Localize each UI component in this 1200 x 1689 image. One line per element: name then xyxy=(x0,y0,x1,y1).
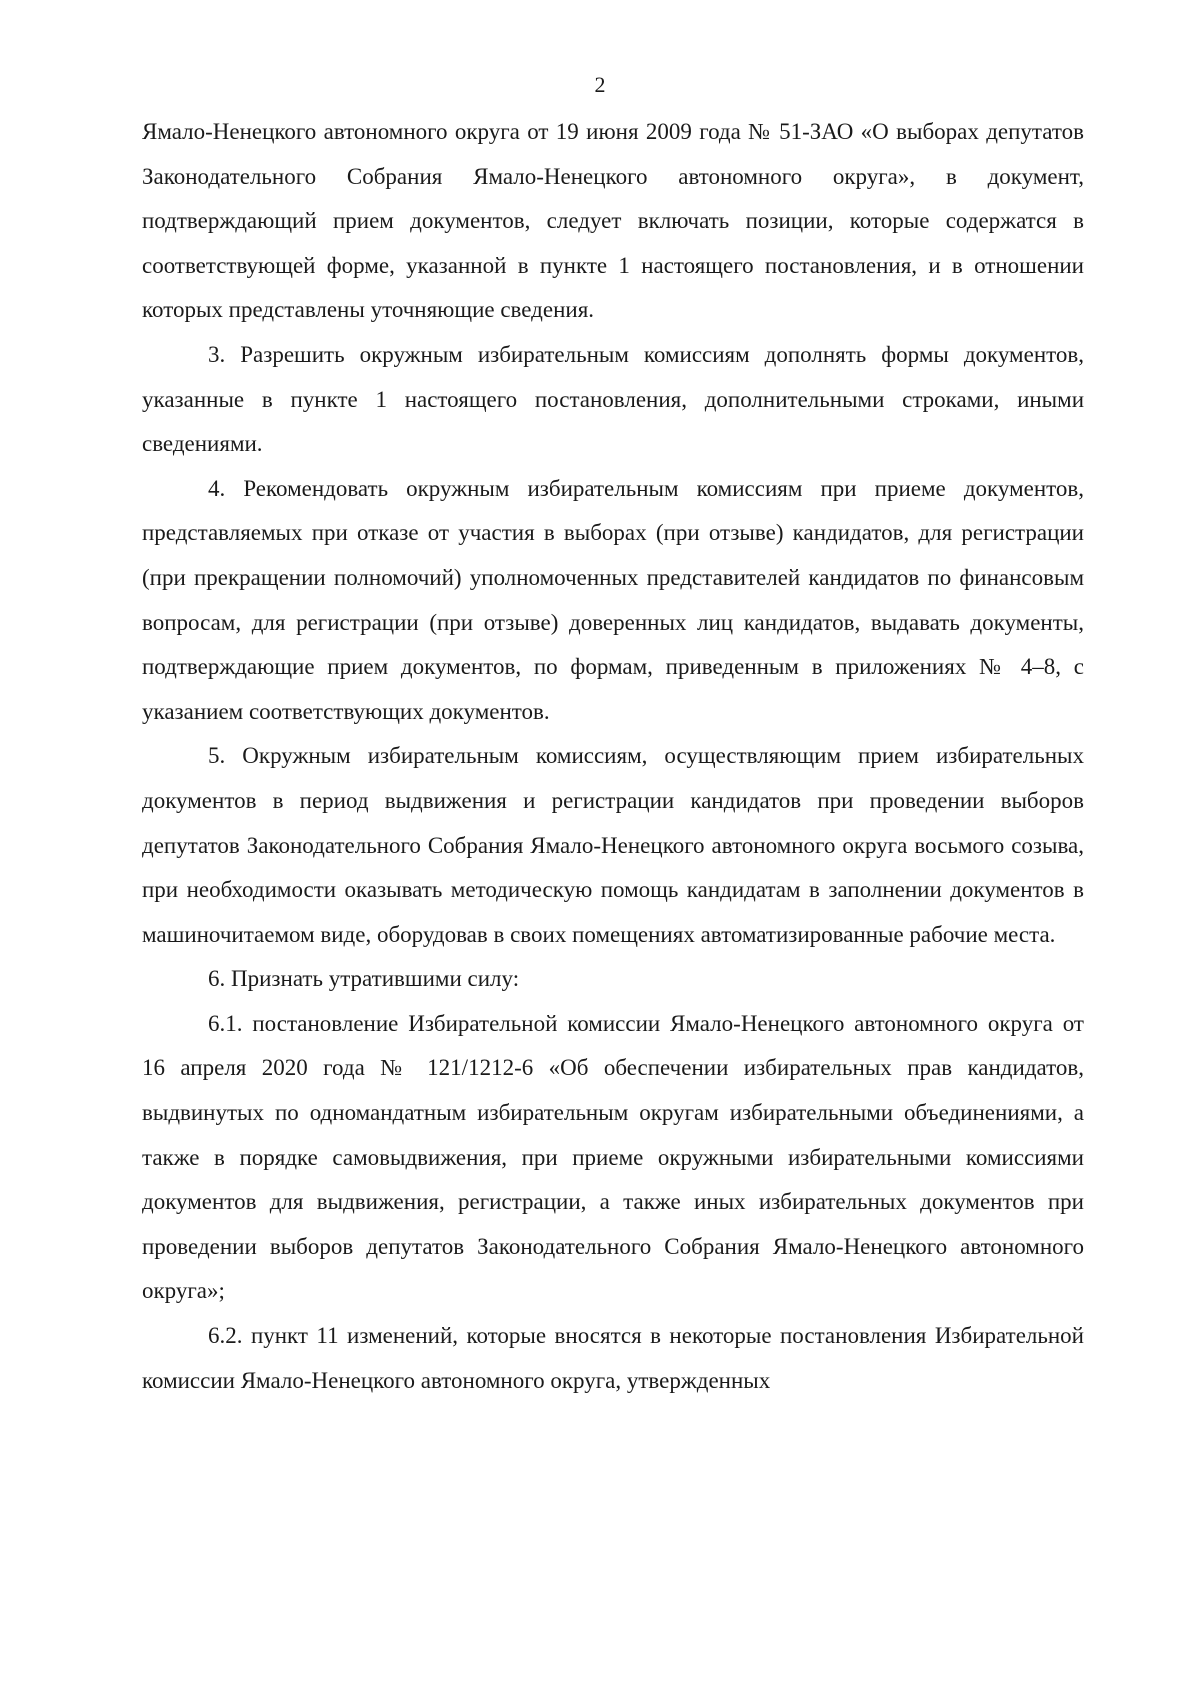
paragraph-item-6-2: 6.2. пункт 11 изменений, которые вносятся в некоторые постановления Избирательной комиссии Ямало-Ненецкого автономного округа, утвержденных xyxy=(142,1323,1084,1393)
document-body xyxy=(142,110,1084,1403)
paragraph-item-6-1: 6.1. постановление Избирательной комиссии Ямало-Ненецкого автономного округа от 16 апреля 2020 года № 121/1212-6 «Об обеспечении избирательных прав кандидатов, выдвинутых по одномандатным избирательным округам избирательными объединениями, а также в порядке самовыдвижения, при приеме окружными избирательными комиссиями документов для выдвижения, регистрации, а также иных избирательных документов при проведении выборов депутатов Законодательного Собрания Ямало-Ненецкого автономного округа»; xyxy=(142,1010,1084,1304)
paragraph-item-6: 6. Признать утратившими силу: xyxy=(208,966,520,992)
paragraph-continuation: Ямало-Ненецкого автономного округа от 19 июня 2009 года № 51-ЗАО «О выборах депутатов Законодательного Собрания Ямало-Ненецкого автономного округа», в документ, подтверждающий прием документов, следует включать позиции, которые содержатся в соответствующей форме, указанной в пункте 1 настоящего постановления, и в отношении которых представлены уточняющие сведения. xyxy=(142,119,1084,323)
paragraph-item-4: 4. Рекомендовать окружным избирательным комиссиям при приеме документов, представляемых при отказе от участия в выборах (при отзыве) кандидатов, для регистрации (при прекращении полномочий) уполномоченных представителей кандидатов по финансовым вопросам, для регистрации (при отзыве) доверенных лиц кандидатов, выдавать документы, подтверждающие прием документов, по формам, приведенным в приложениях № 4–8, с указанием соответствующих документов. xyxy=(142,475,1084,724)
paragraph-item-5: 5. Окружным избирательным комиссиям, осуществляющим прием избирательных документов в период выдвижения и регистрации кандидатов при проведении выборов депутатов Законодательного Собрания Ямало-Ненецкого автономного округа восьмого созыва, при необходимости оказывать методическую помощь кандидатам в заполнении документов в машиночитаемом виде, оборудовав в своих помещениях автоматизированные рабочие места. xyxy=(142,743,1084,947)
page-number: 2 xyxy=(594,72,606,97)
paragraph-item-3: 3. Разрешить окружным избирательным комиссиям дополнять формы документов, указанные в пункте 1 настоящего постановления, дополнительными строками, иными сведениями. xyxy=(142,341,1084,457)
